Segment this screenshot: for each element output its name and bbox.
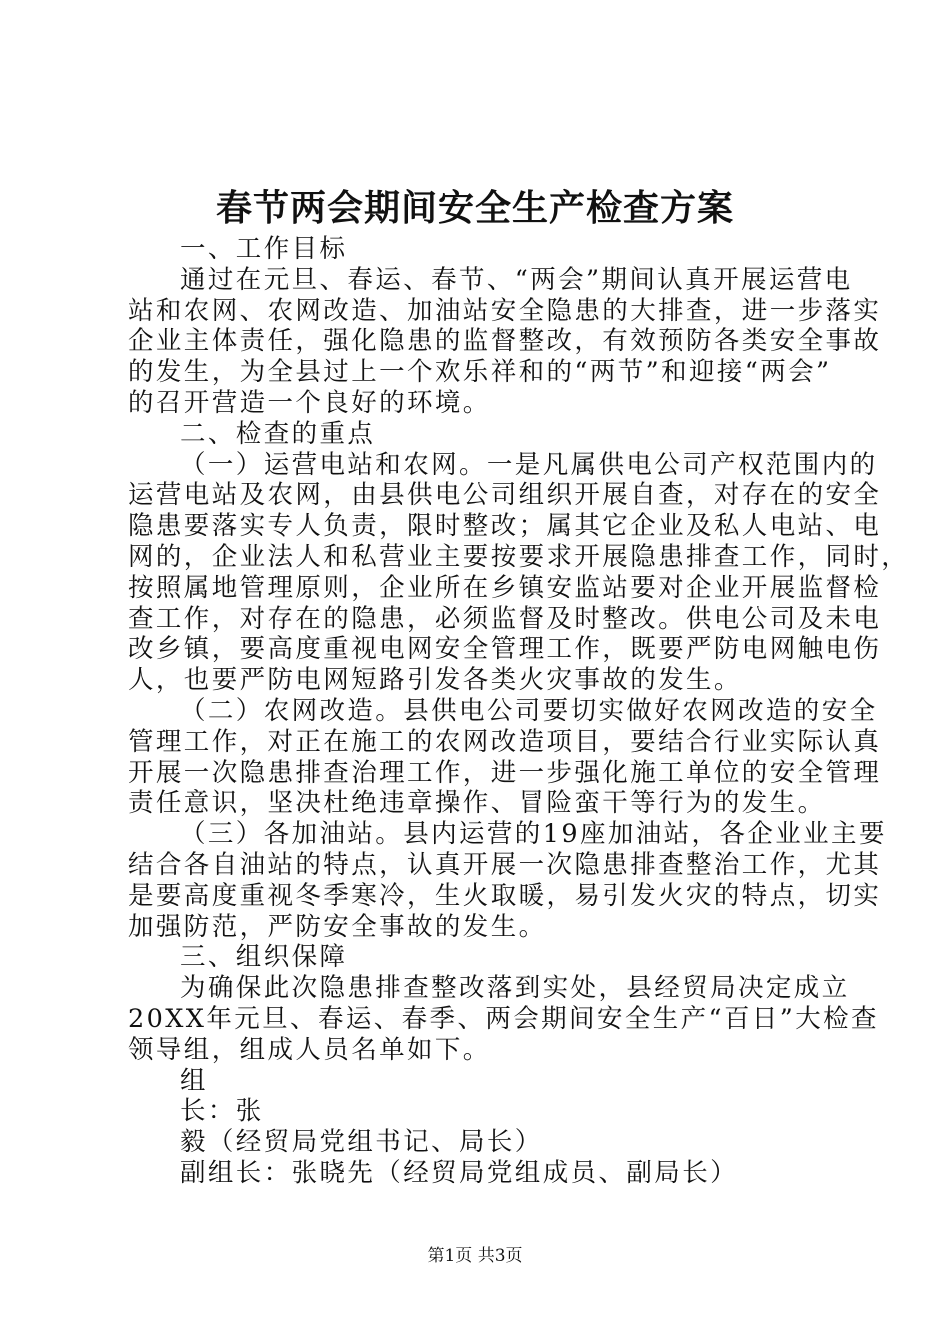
paragraph-line: 站和农网、农网改造、加油站安全隐患的大排查，进一步落实 [128, 295, 882, 326]
paragraph-line: 人，也要严防电网短路引发各类火灾事故的发生。 [128, 665, 742, 696]
paragraph-line: 开展一次隐患排查治理工作，进一步强化施工单位的安全管理 [128, 757, 882, 788]
paragraph-line: 企业主体责任，强化隐患的监督整改，有效预防各类安全事故 [128, 326, 882, 357]
member-line: 长：张 [180, 1096, 264, 1127]
member-line: 毅（经贸局党组书记、局长） [180, 1127, 543, 1158]
paragraph-line: 管理工作，对正在施工的农网改造项目，要结合行业实际认真 [128, 726, 882, 757]
paragraph-line: 改乡镇，要高度重视电网安全管理工作，既要严防电网触电伤 [128, 634, 882, 665]
paragraph-line: 是要高度重视冬季寒冷，生火取暖，易引发火灾的特点，切实 [128, 880, 882, 911]
paragraph-line: 领导组，组成人员名单如下。 [128, 1034, 491, 1065]
paragraph-line: 加强防范，严防安全事故的发生。 [128, 911, 547, 942]
member-line: 组 [180, 1065, 208, 1096]
paragraph-line: （一）运营电站和农网。一是凡属供电公司产权范围内的 [180, 449, 878, 480]
section-heading-goal: 一、工作目标 [180, 234, 348, 264]
paragraph-line: （二）农网改造。县供电公司要切实做好农网改造的安全 [180, 695, 878, 726]
paragraph-line: （三）各加油站。县内运营的19座加油站，各企业业主要 [180, 819, 887, 850]
document-body [128, 234, 910, 1189]
section-heading-focus: 二、检查的重点 [180, 418, 376, 449]
paragraph-line: 的召开营造一个良好的环境。 [128, 387, 491, 418]
document-title: 春节两会期间安全生产检查方案 [215, 187, 734, 229]
paragraph-line: 为确保此次隐患排查整改落到实处，县经贸局决定成立 [180, 973, 850, 1004]
paragraph-line: 结合各自油站的特点，认真开展一次隐患排查整治工作，尤其 [128, 849, 882, 880]
section-heading-organization: 三、组织保障 [180, 942, 348, 973]
page-footer: 第1页 共3页 [427, 1246, 523, 1266]
paragraph-line: 按照属地管理原则，企业所在乡镇安监站要对企业开展监督检 [128, 572, 882, 603]
paragraph-line: 查工作，对存在的隐患，必须监督及时整改。供电公司及未电 [128, 603, 882, 634]
paragraph-line: 责任意识，坚决杜绝违章操作、冒险蛮干等行为的发生。 [128, 788, 826, 819]
paragraph-line: 的发生，为全县过上一个欢乐祥和的“两节”和迎接“两会” [128, 357, 832, 388]
paragraph-line: 通过在元旦、春运、春节、“两会”期间认真开展运营电 [180, 264, 853, 295]
paragraph-line: 20XX年元旦、春运、春季、两会期间安全生产“百日”大检查 [128, 1003, 879, 1034]
paragraph-line: 隐患要落实专人负责，限时整改；属其它企业及私人电站、电 [128, 511, 882, 542]
member-line: 副组长：张晓先（经贸局党组成员、副局长） [180, 1157, 739, 1188]
paragraph-line: 网的，企业法人和私营业主要按要求开展隐患排查工作，同时， [128, 541, 910, 572]
paragraph-line: 运营电站及农网，由县供电公司组织开展自查，对存在的安全 [128, 480, 882, 511]
